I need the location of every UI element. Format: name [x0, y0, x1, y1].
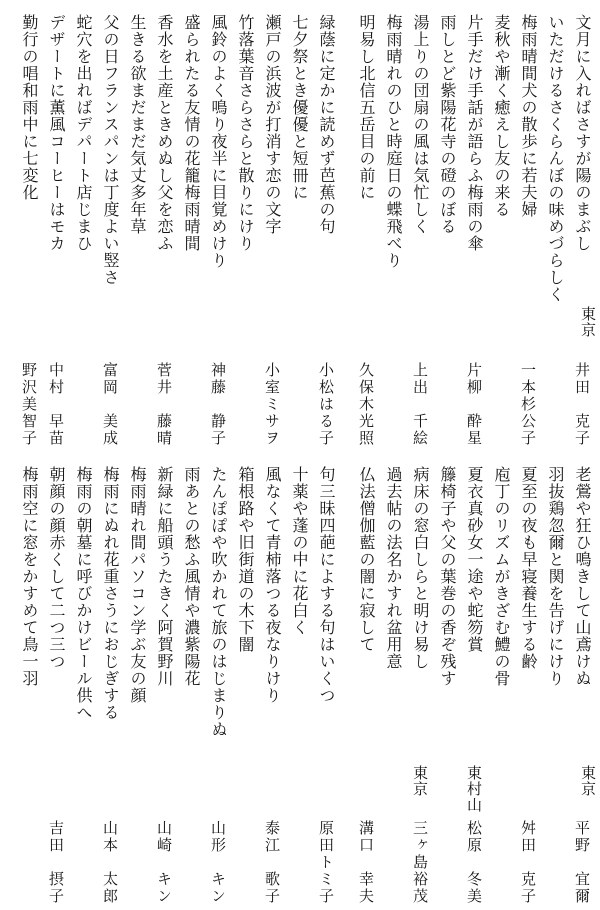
author-name: 上出 千絵: [411, 362, 429, 447]
author-name: 原田トミ子: [317, 820, 335, 905]
haiku-line: 十薬や蓬の中に花白く: [290, 466, 309, 636]
haiku-line: 梅雨の朝墓に呼びかけビール供へ: [74, 466, 93, 721]
haiku-line: たんぽぽや吹かれて旅のはじまりぬ: [209, 466, 228, 738]
haiku-line: 生きる欲まだまだ気丈多年草: [128, 14, 147, 235]
haiku-line: 雨あとの愁ふ風情や濃紫陽花: [182, 466, 201, 687]
author-name: 小室ミサヲ: [263, 362, 281, 447]
author-name: 小松はる子: [317, 362, 335, 447]
haiku-line: 新緑に船頭うたきく阿賀野川: [155, 466, 174, 687]
author-location: 東京: [411, 765, 429, 797]
author-name: 菅井 藤晴: [155, 362, 173, 447]
author-name: 泰江 歌子: [263, 820, 281, 905]
haiku-line: 竹落葉音さらさらと散りにけり: [236, 14, 255, 252]
haiku-line: 勤行の唱和雨中に七変化: [20, 14, 39, 201]
haiku-line: 庖丁のリズムがきざむ鱧の骨: [492, 466, 511, 687]
haiku-line: 梅雨晴間犬の散歩に若夫婦: [519, 14, 538, 218]
author-name: 中村 早苗: [47, 362, 65, 447]
author-name: 山本 太郎: [101, 820, 119, 905]
haiku-line: 過去帖の法名かすれ盆用意: [384, 466, 403, 670]
haiku-line: 風なくて青柿落つる夜なりけり: [263, 466, 282, 704]
author-location: 東京: [579, 765, 597, 797]
haiku-line: 七夕祭とき優優と短冊に: [290, 14, 309, 201]
author-name: 野沢美智子: [20, 362, 38, 447]
haiku-line: 句三昧四葩によする句はいくつ: [317, 466, 336, 704]
haiku-line: 明易し北信五岳目の前に: [357, 14, 376, 201]
author-name: 山形 キン: [209, 820, 227, 905]
haiku-line: デザートに薫風コーヒーはモカ: [47, 14, 66, 252]
haiku-line: 梅雨にぬれ花重さうにおじぎする: [101, 466, 120, 721]
haiku-line: 香水を土産ときめぬし父を恋ふ: [155, 14, 174, 252]
author-name: 一本杉公子: [519, 362, 537, 447]
author-location: 東京: [579, 306, 597, 338]
haiku-line: 盛られたる友情の花籠梅雨晴間: [182, 14, 201, 252]
author-name: 山崎 キン: [155, 820, 173, 905]
author-name: 松原 冬美: [465, 820, 483, 905]
haiku-line: 夏衣真砂女一途や蛇笏賞: [465, 466, 484, 653]
author-location: 東村山: [465, 765, 483, 813]
author-name: 平野 宜爾: [573, 820, 591, 905]
haiku-line: 文月に入ればさすが陽のまぶし: [573, 14, 592, 252]
author-name: 片柳 酔星: [465, 362, 483, 447]
haiku-line: 片手だけ手話が語らふ梅雨の傘: [465, 14, 484, 252]
haiku-line: 蛇穴を出ればデパート店じまひ: [74, 14, 93, 252]
haiku-line: 湯上りの団扇の風は気忙しく: [411, 14, 430, 235]
author-name: 井田 克子: [573, 362, 591, 447]
haiku-line: 瀬戸の浜波が打消す恋の文字: [263, 14, 282, 235]
haiku-line: 夏至の夜も早寝養生する齢: [519, 466, 538, 670]
haiku-line: 梅雨晴れのひと時庭日の蝶飛べり: [384, 14, 403, 269]
author-name: 吉田 摂子: [47, 820, 65, 905]
haiku-line: 籐椅子や父の葉巻の香ぞ残す: [438, 466, 457, 687]
author-name: 久保木光照: [357, 362, 375, 447]
haiku-line: 羽抜鶏忽爾と関を告げにけり: [546, 466, 565, 687]
author-name: 富岡 美成: [101, 362, 119, 447]
haiku-line: いただけるさくらんぼの味めづらしく: [546, 14, 565, 303]
author-name: 三ヶ島裕茂: [411, 820, 429, 905]
haiku-line: 病床の窓白しらと明け易し: [411, 466, 430, 670]
author-name: 溝口 幸夫: [357, 820, 375, 905]
haiku-line: 仏法僧伽藍の闇に寂して: [357, 466, 376, 653]
haiku-line: 梅雨空に窓をかすめて鳥一羽: [20, 466, 39, 687]
haiku-line: 風鈴のよく鳴り夜半に目覚めけり: [209, 14, 228, 269]
haiku-line: 梅雨晴れ間パソコン学ぶ友の顔: [128, 466, 147, 704]
haiku-line: 箱根路や旧街道の木下闇: [236, 466, 255, 653]
haiku-line: 父の日フランスパンは丁度よい竪さ: [101, 14, 120, 286]
haiku-line: 朝顔の顔赤くして二つ三つ: [47, 466, 66, 670]
haiku-line: 麦秋や漸く癒えし友の来る: [492, 14, 511, 218]
haiku-line: 緑蔭に定かに読めず芭蕉の句: [317, 14, 336, 235]
haiku-line: 老鶯や狂ひ鳴きして山鳶けぬ: [573, 466, 592, 687]
author-name: 神藤 静子: [209, 362, 227, 447]
author-name: 舛田 克子: [519, 820, 537, 905]
haiku-line: 雨しとど紫陽花寺の磴のぼる: [438, 14, 457, 235]
